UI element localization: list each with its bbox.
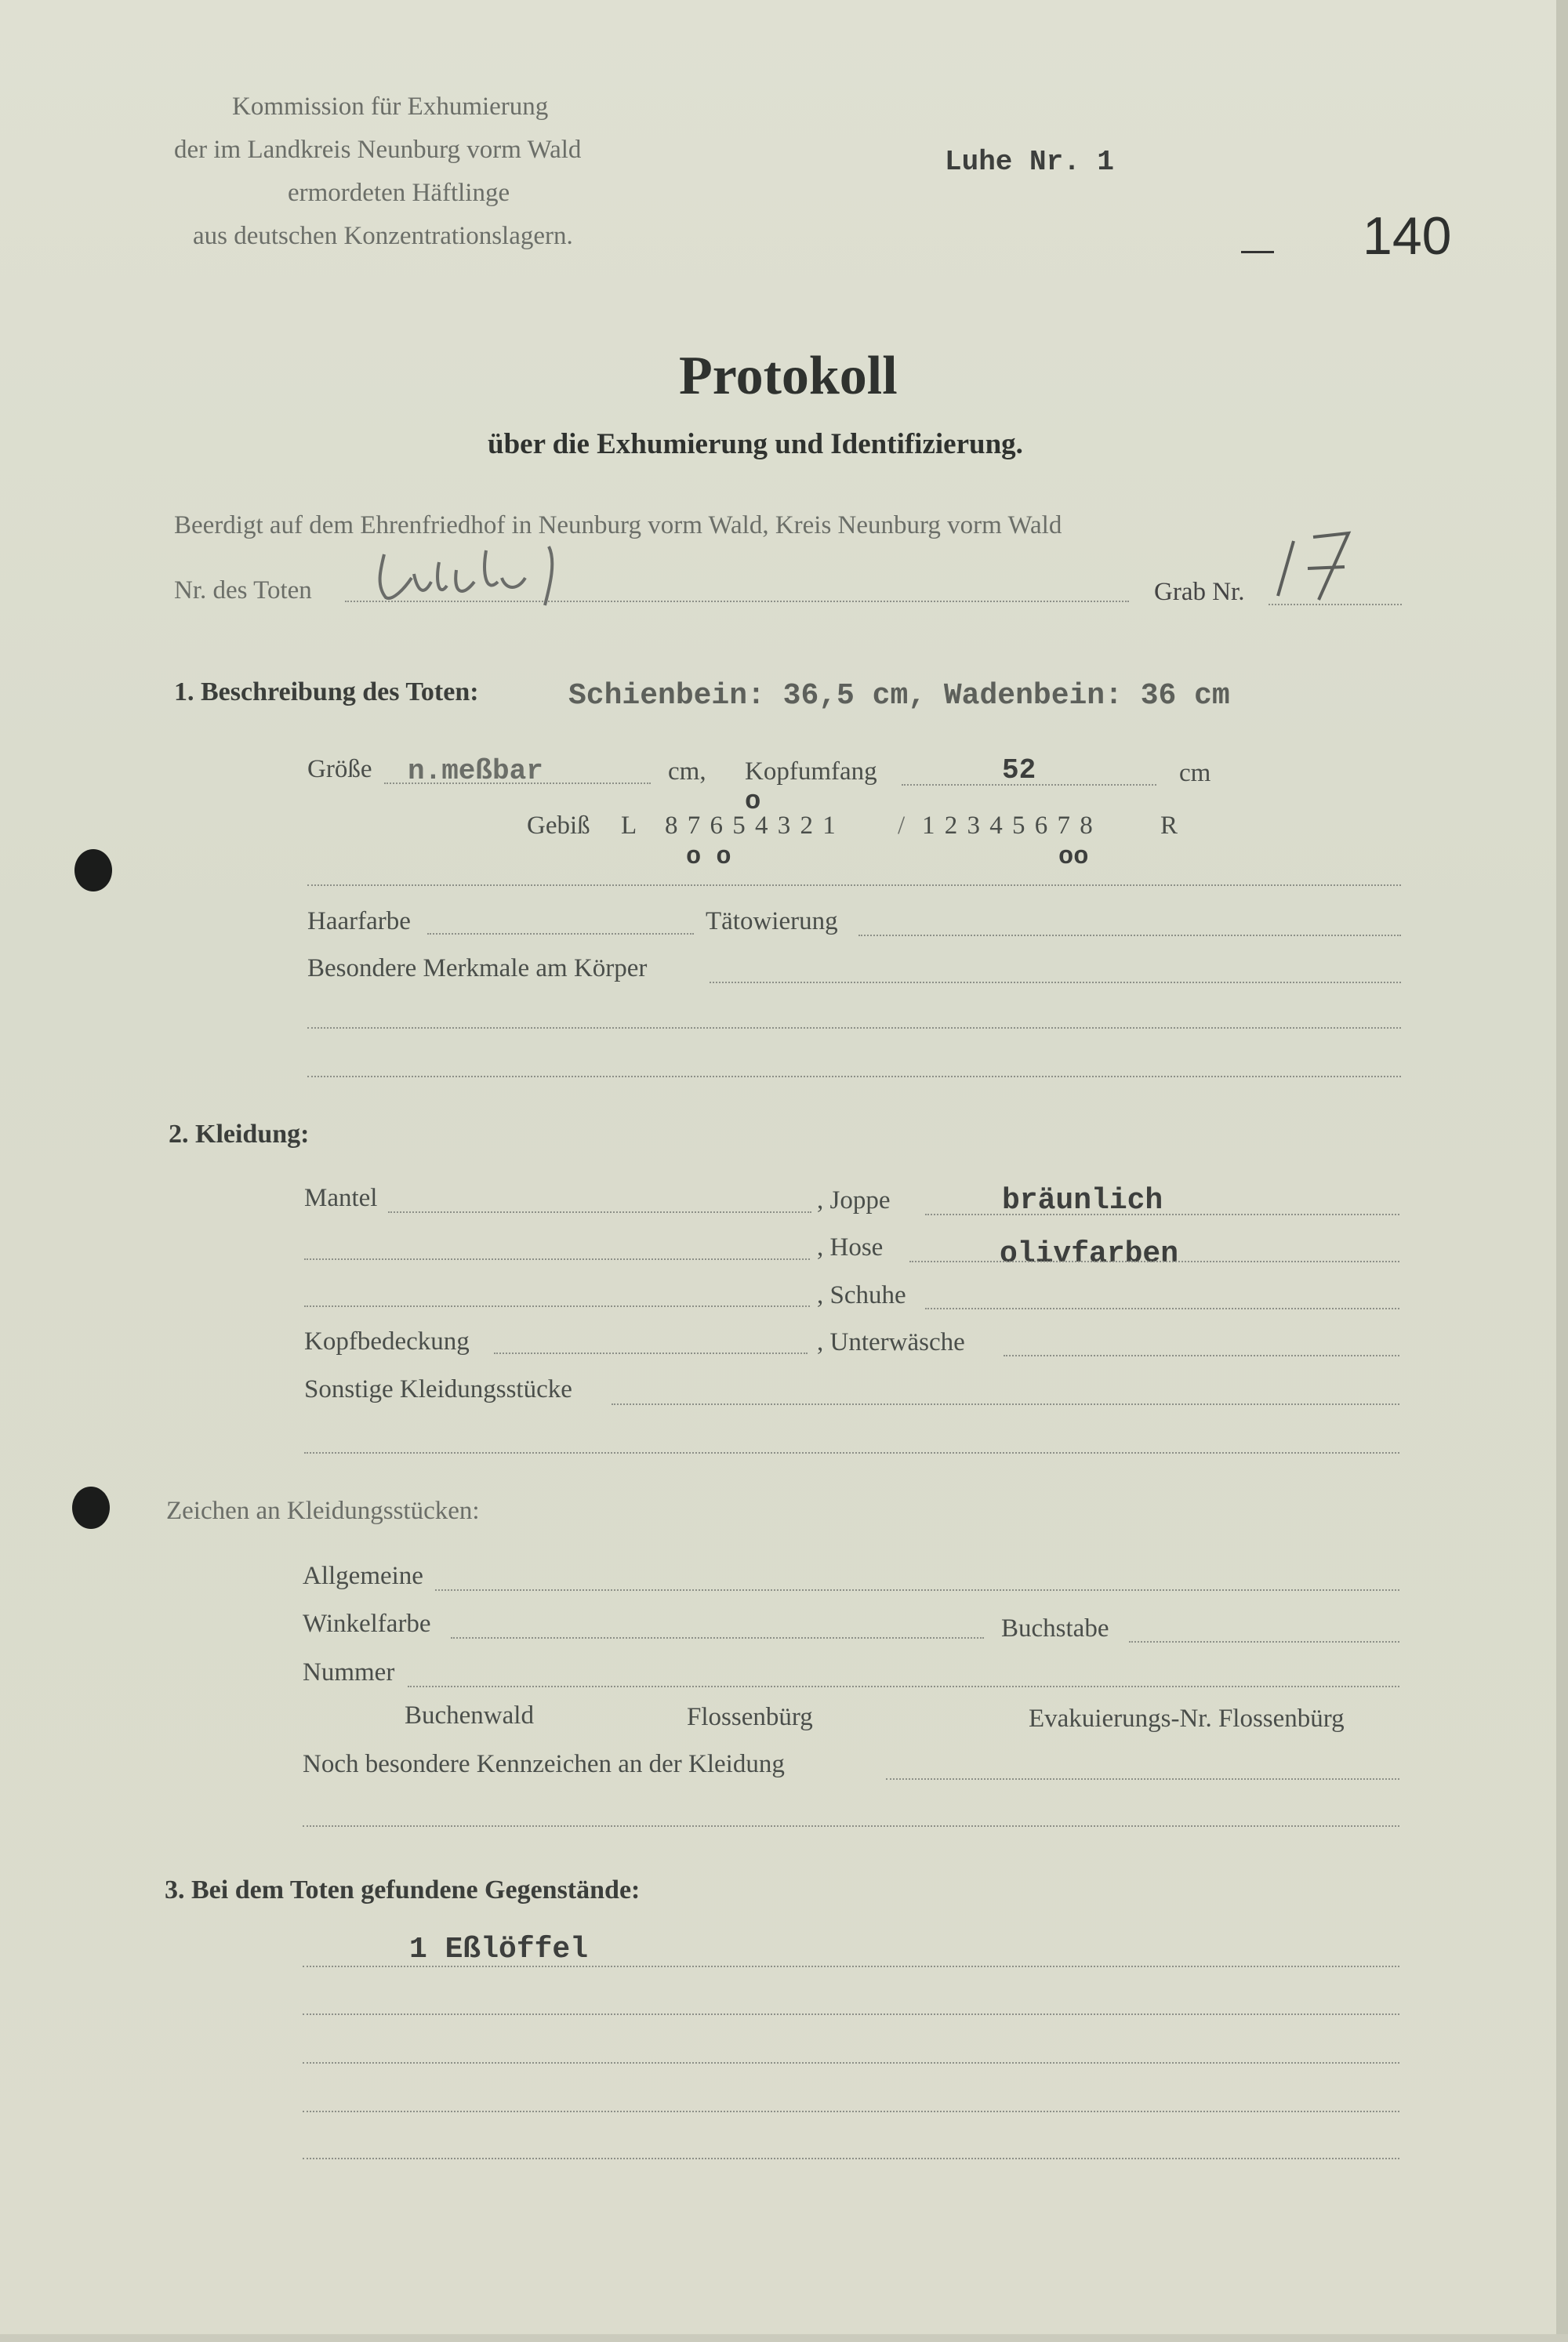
- allgemeine-line: [435, 1589, 1399, 1591]
- joppe-value: bräunlich: [1002, 1184, 1163, 1218]
- gebiss-separator: /: [898, 812, 906, 840]
- document-title: Protokoll: [679, 346, 898, 406]
- section2-heading: 2. Kleidung:: [169, 1120, 310, 1149]
- schuhe-line: [925, 1308, 1399, 1309]
- groesse-label: Größe: [307, 755, 372, 783]
- burial-text: Beerdigt auf dem Ehrenfriedhof in Neunburg vorm Wald, Kreis Neunburg vorm Wald: [174, 511, 1062, 539]
- page-number: 140: [1363, 206, 1452, 266]
- kopfumfang-value: 52: [1002, 754, 1036, 786]
- section3-heading: 3. Bei dem Toten gefundene Gegenstände:: [165, 1875, 641, 1904]
- document-subtitle: über die Exhumierung und Identifizierung.: [488, 428, 1023, 460]
- haarfarbe-line: [427, 933, 694, 935]
- schuhe-left-line: [304, 1305, 810, 1307]
- page-edge-bottom: [0, 2334, 1568, 2342]
- found-items-line-2: [303, 2013, 1399, 2015]
- kopfumfang-line: [902, 784, 1156, 786]
- buchstabe-label: Buchstabe: [1001, 1614, 1109, 1643]
- noch-kennzeichen-line-1: [886, 1778, 1399, 1780]
- handwritten-leiche-8-text: Leiche 8: [368, 609, 372, 610]
- mantel-line: [388, 1211, 811, 1213]
- typed-reference: Luhe Nr. 1: [945, 146, 1115, 178]
- commission-line-1: Kommission für Exhumierung: [232, 93, 549, 121]
- hose-value: olivfarben: [1000, 1237, 1179, 1271]
- mantel-label: Mantel: [304, 1184, 378, 1212]
- commission-line-3: ermordeten Häftlinge: [288, 179, 510, 207]
- unterwaesche-label: , Unterwäsche: [817, 1328, 965, 1356]
- nummer-line: [408, 1686, 1399, 1687]
- commission-line-2: der im Landkreis Neunburg vorm Wald: [174, 136, 582, 164]
- gebiss-right-letter: R: [1160, 812, 1178, 840]
- noch-kennzeichen-line-2: [303, 1825, 1399, 1827]
- joppe-line: [925, 1214, 1399, 1215]
- sonstige-line-2: [304, 1452, 1399, 1454]
- schuhe-label: , Schuhe: [817, 1281, 906, 1309]
- gebiss-left-teeth: 8 7 6 5 4 3 2 1: [665, 812, 837, 840]
- merkmale-line-2: [307, 1027, 1401, 1029]
- handwritten-leiche-8: [368, 535, 604, 613]
- unterwaesche-line: [1004, 1355, 1399, 1356]
- found-items-line-4: [303, 2111, 1399, 2112]
- punch-hole-bottom: [72, 1487, 110, 1529]
- found-item: 1 Eßlöffel: [409, 1933, 589, 1966]
- found-items-line-1: [303, 1966, 1399, 1967]
- buchstabe-line: [1129, 1641, 1399, 1643]
- taetowierung-label: Tätowierung: [706, 907, 838, 935]
- buchenwald-label: Buchenwald: [405, 1701, 534, 1730]
- gebiss-left-letter: L: [621, 812, 637, 840]
- evakuierung-label: Evakuierungs-Nr. Flossenbürg: [1029, 1705, 1345, 1733]
- punch-hole-top: [74, 849, 112, 891]
- groesse-value: n.meßbar: [408, 755, 543, 787]
- joppe-label: , Joppe: [817, 1186, 891, 1215]
- groesse-line: [384, 782, 651, 784]
- hose-label: , Hose: [817, 1233, 884, 1262]
- section1-heading: 1. Beschreibung des Toten:: [174, 677, 479, 706]
- hose-left-line: [304, 1258, 810, 1260]
- gebiss-marks-left: o o: [686, 842, 731, 871]
- found-items-line-5: [303, 2158, 1399, 2159]
- allgemeine-label: Allgemeine: [303, 1562, 423, 1590]
- winkelfarbe-line: [451, 1637, 984, 1639]
- haarfarbe-label: Haarfarbe: [307, 907, 411, 935]
- gebiss-upper-mark: o: [745, 787, 761, 817]
- section1-typed-measurements: Schienbein: 36,5 cm, Wadenbein: 36 cm: [568, 679, 1230, 713]
- grab-nr-label: Grab Nr.: [1154, 578, 1245, 606]
- kopfbedeckung-line: [494, 1353, 808, 1354]
- gebiss-right-teeth: 1 2 3 4 5 6 7 8: [922, 812, 1094, 840]
- sonstige-line-1: [612, 1403, 1399, 1405]
- gebiss-marks-right: oo: [1058, 842, 1089, 871]
- gebiss-label: Gebiß: [527, 812, 590, 840]
- page-edge-right: [1556, 0, 1568, 2342]
- flossenbuerg-label: Flossenbürg: [687, 1703, 813, 1731]
- kopfumfang-label: Kopfumfang: [745, 757, 877, 786]
- merkmale-line-1: [710, 982, 1401, 983]
- gebiss-line: [307, 884, 1401, 886]
- found-items-line-3: [303, 2062, 1399, 2064]
- noch-kennzeichen-label: Noch besondere Kennzeichen an der Kleidung: [303, 1750, 785, 1778]
- handwritten-grab-17-text: 17: [1270, 604, 1271, 605]
- nummer-label: Nummer: [303, 1658, 395, 1687]
- winkelfarbe-label: Winkelfarbe: [303, 1610, 431, 1638]
- kopfumfang-cm: cm: [1179, 759, 1211, 787]
- merkmale-line-3: [307, 1076, 1401, 1077]
- nr-des-toten-label: Nr. des Toten: [174, 576, 312, 605]
- sonstige-label: Sonstige Kleidungsstücke: [304, 1375, 572, 1403]
- kopfbedeckung-label: Kopfbedeckung: [304, 1327, 470, 1356]
- commission-line-4: aus deutschen Konzentrationslagern.: [193, 222, 573, 250]
- zeichen-heading: Zeichen an Kleidungsstücken:: [166, 1497, 480, 1525]
- hose-line: [909, 1261, 1399, 1262]
- merkmale-label: Besondere Merkmale am Körper: [307, 954, 648, 982]
- handwritten-grab-17: [1270, 521, 1380, 608]
- groesse-cm: cm,: [668, 757, 706, 786]
- page-number-mark: [1241, 251, 1274, 253]
- taetowierung-line: [858, 935, 1401, 936]
